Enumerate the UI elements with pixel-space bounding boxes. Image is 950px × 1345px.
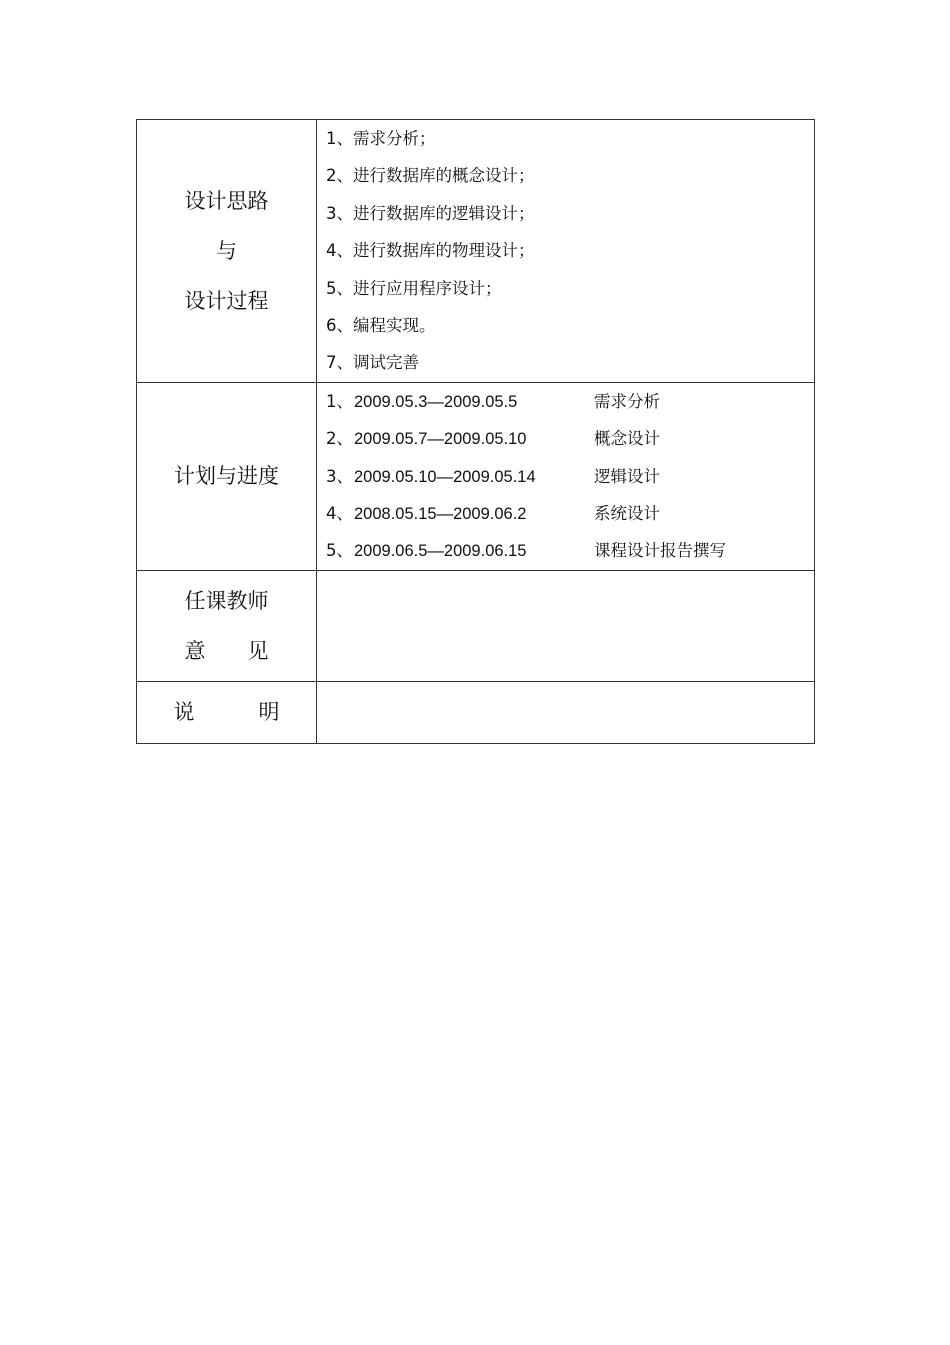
design-step-item: 3、进行数据库的逻辑设计；: [326, 203, 535, 223]
schedule-item-date-range: 2008.05.15—2009.06.2: [354, 504, 527, 523]
schedule-item: [326, 495, 814, 532]
design-process-label-cell: [137, 120, 317, 383]
schedule-item: [326, 458, 814, 495]
schedule-item-number: 5、: [326, 541, 353, 561]
design-step-item: 2、进行数据库的概念设计；: [326, 166, 535, 186]
plan-schedule-row: [137, 382, 815, 570]
schedule-item-task: 逻辑设计: [594, 466, 660, 486]
schedule-item-number: 3、: [326, 466, 353, 486]
design-step-item: 6、编程实现。: [326, 315, 436, 335]
opinion-label-char-1: 意: [184, 638, 206, 663]
instructor-opinion-label-cell: [137, 570, 317, 681]
design-step-item: 5、进行应用程序设计；: [326, 278, 502, 298]
schedule-item-date-range: 2009.06.5—2009.06.15: [354, 542, 527, 561]
design-steps-list: [317, 120, 814, 382]
course-design-form-table: [136, 119, 815, 744]
opinion-label-line-1: 任课教师: [184, 588, 269, 613]
design-label-line-3: 设计过程: [184, 288, 269, 313]
opinion-label-line-2: [137, 626, 316, 676]
schedule-item-date-range: 2009.05.10—2009.05.14: [354, 467, 536, 486]
schedule-item-task: 概念设计: [594, 429, 660, 449]
schedule-item: [326, 420, 814, 457]
design-process-row: [137, 120, 815, 383]
schedule-item-task: 系统设计: [594, 503, 660, 523]
instructor-opinion-content-cell[interactable]: [317, 570, 815, 681]
design-step-item: 4、进行数据库的物理设计；: [326, 241, 535, 261]
schedule-item-task: 课程设计报告撰写: [594, 541, 726, 561]
schedule-item-date-range: 2009.05.7—2009.05.10: [354, 430, 527, 449]
schedule-list: [317, 383, 814, 570]
notes-label: [137, 687, 316, 737]
schedule-item-number: 4、: [326, 503, 353, 523]
design-label-line-1: 设计思路: [184, 188, 269, 213]
schedule-item-date-range: 2009.05.3—2009.05.5: [354, 392, 518, 411]
design-process-content-cell: [317, 120, 815, 383]
notes-content-cell[interactable]: [317, 681, 815, 743]
notes-row: [137, 681, 815, 743]
schedule-item-task: 需求分析: [594, 391, 660, 411]
opinion-label-char-2: 见: [247, 638, 269, 663]
notes-label-char-2: 明: [258, 700, 280, 725]
plan-schedule-label-cell: [137, 382, 317, 570]
plan-schedule-content-cell: [317, 382, 815, 570]
notes-label-char-1: 说: [173, 700, 195, 725]
design-label-line-2: 与: [216, 238, 237, 263]
schedule-item-number: 1、: [326, 391, 353, 411]
design-step-item: 1、需求分析；: [326, 129, 436, 148]
schedule-item: [326, 383, 814, 420]
schedule-item-number: 2、: [326, 429, 353, 449]
schedule-item: [326, 532, 814, 569]
notes-label-cell: [137, 681, 317, 743]
instructor-opinion-row: [137, 570, 815, 681]
design-step-item: 7、调试完善: [326, 353, 419, 373]
plan-label: 计划与进度: [174, 464, 279, 489]
